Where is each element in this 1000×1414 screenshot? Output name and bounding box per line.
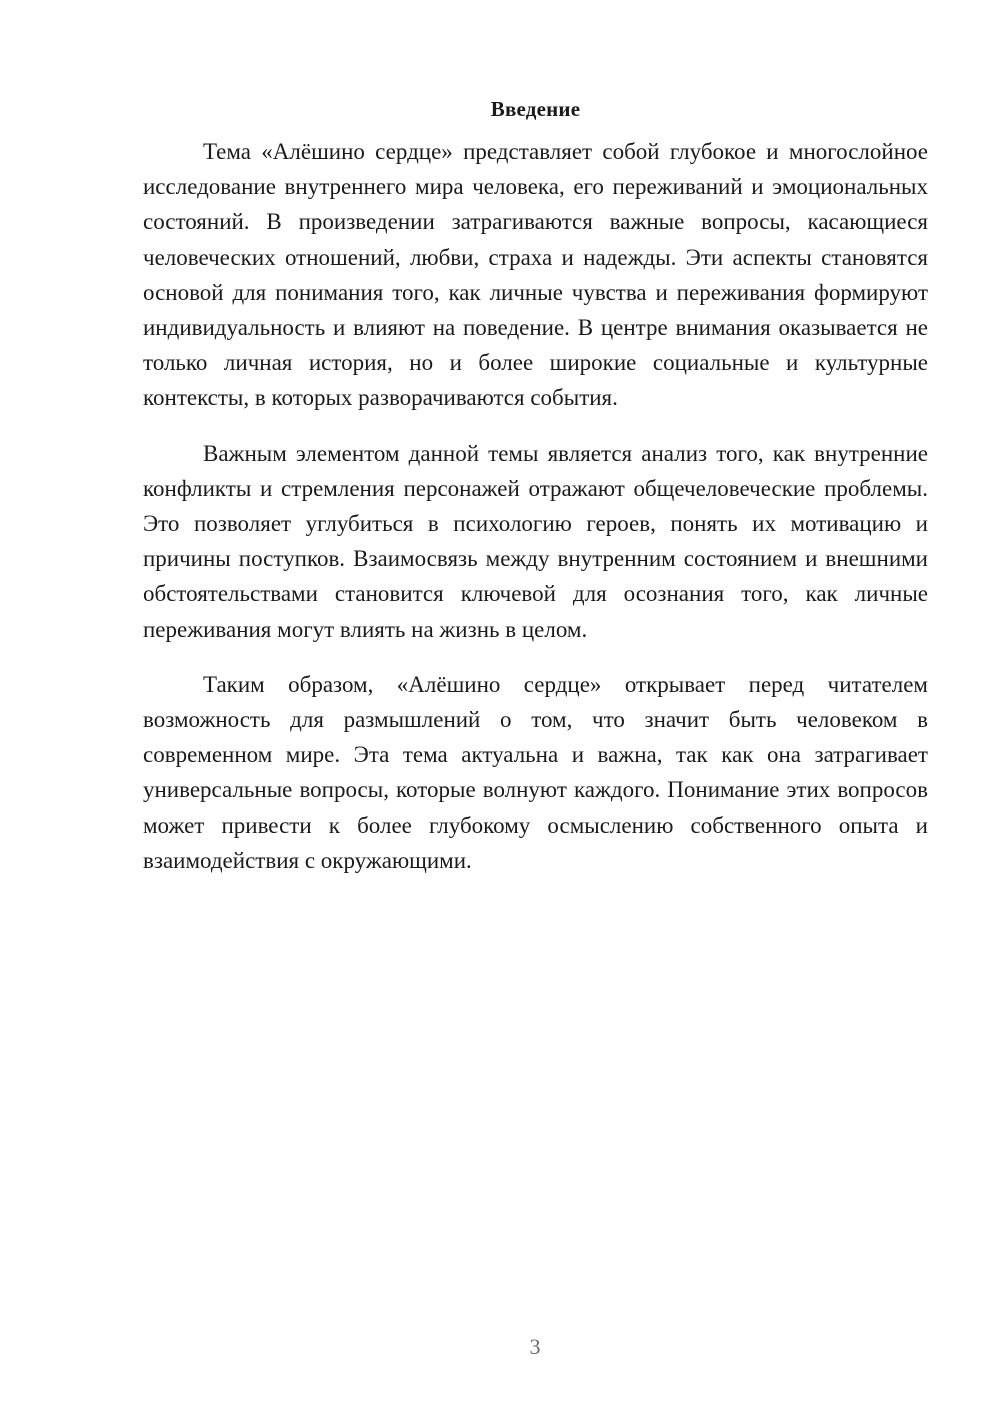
paragraph-3: Таким образом, «Алёшино сердце» открывает перед читателем возможность для размышлений о том, что значит быть человеком в современном мире. Эта тема актуальна и важна, так как она затрагивает универсальные вопросы, которые волнуют каждого. Понимание этих вопросов может привести к более глубокому осмыслению собственного опыта и взаимодействия с окружающими. <box>143 671 928 873</box>
page-number: 3 <box>529 1334 541 1359</box>
paragraph-1: Тема «Алёшино сердце» представляет собой глубокое и многослойное исследование внутреннего мира человека, его переживаний и эмоциональных состояний. В произведении затрагиваются важные вопросы, касающиеся человеческих отношений, любви, страха и надежды. Эти аспекты становятся основой для понимания того, как личные чувства и переживания формируют индивидуальность и влияют на поведение. В центре внимания оказывается не только личная история, но и более широкие социальные и культурные контексты, в которых разворачиваются события. <box>143 139 928 411</box>
section-heading: Введение <box>490 97 581 121</box>
page-content <box>143 92 928 898</box>
paragraph-2: Важным элементом данной темы является анализ того, как внутренние конфликты и стремления персонажей отражают общечеловеческие проблемы. Это позволяет углубиться в психологию героев, понять их мотивацию и причины поступков. Взаимосвязь между внутренним состоянием и внешними обстоятельствами становится ключевой для осознания того, как личные переживания могут влиять на жизнь в целом. <box>143 440 928 642</box>
